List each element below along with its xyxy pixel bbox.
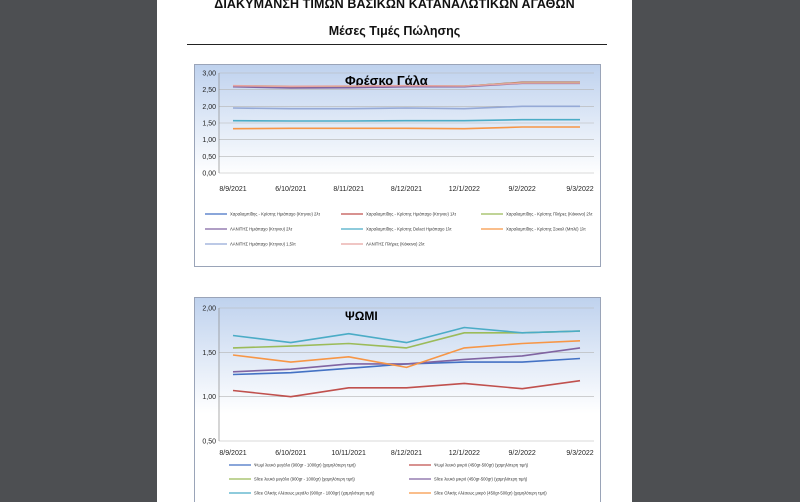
- y-tick-label: 1,50: [202, 120, 216, 128]
- chart-title: ΨΩΜΙ: [345, 309, 378, 323]
- legend-label: Χαραλαμπίδης - Κρίστης Delact Ημιάπαχο 1λτ: [366, 226, 452, 232]
- chart-title: Φρέσκο Γάλα: [345, 73, 428, 88]
- document-subtitle: Μέσες Τιμές Πώλησης: [328, 24, 461, 38]
- legend-label: Χαραλαμπίδης - Κρίστης Σοκολ (Μπλέ) 1λτ: [506, 226, 586, 232]
- legend-label: Ψωμί λευκό μικρό (450gr-500gr) (χαμηλότερη τιμή): [434, 462, 529, 468]
- legend-label: Slice Ολικής Αλέσεως μικρό (450gr-500gr) (χαμηλότερη τιμή): [434, 490, 547, 496]
- legend-label: ΛΑΝΙΤΗΣ Πλήρες (Κόκκινο) 2λτ: [366, 241, 425, 247]
- x-tick-label: 9/2/2022: [508, 186, 536, 193]
- x-tick-label: 9/3/2022: [566, 186, 594, 193]
- y-tick-label: 2,50: [202, 87, 216, 95]
- chart-svg: [195, 298, 600, 502]
- y-tick-label: 0,50: [202, 438, 216, 446]
- chart-fresh-milk: [194, 64, 601, 267]
- x-tick-label: 8/12/2021: [390, 186, 423, 193]
- legend-label: Χαραλαμπίδης - Κρίστης Ημιάπαχο (Κτηνου) 1λτ: [366, 211, 457, 217]
- y-tick-label: 0,00: [202, 170, 216, 178]
- x-tick-label: 9/3/2022: [566, 450, 594, 457]
- x-tick-label: 8/9/2021: [219, 450, 247, 457]
- x-tick-label: 9/2/2022: [508, 450, 536, 457]
- y-tick-label: 1,00: [202, 137, 216, 145]
- title-divider: [187, 44, 607, 45]
- y-tick-label: 0,50: [202, 153, 216, 161]
- legend-label: Slice Ολικής Αλέσεως μεγάλο (900gr - 1000gr) (χαμηλότερη τιμή): [254, 490, 375, 496]
- legend-label: Χαραλαμπίδης - Κρίστης Ημιάπαχο (Κτηνου) 2λτ: [230, 211, 321, 217]
- chart-background: [195, 65, 600, 266]
- x-tick-label: 8/11/2021: [333, 186, 364, 193]
- y-tick-label: 1,50: [202, 349, 216, 357]
- x-tick-label: 6/10/2021: [275, 186, 307, 193]
- legend-label: ΛΑΝΙΤΗΣ Ημιάπαχο (Κτηνου) 1,5λτ: [230, 241, 296, 247]
- chart-svg: [195, 65, 600, 266]
- y-tick-label: 1,00: [202, 394, 216, 402]
- legend-label: Χαραλαμπίδης - Κρίστης Πλήρες (Κόκκινο) 2λτ: [506, 211, 593, 217]
- chart-background: [195, 298, 600, 502]
- legend-label: ΛΑΝΙΤΗΣ Ημιάπαχο (Κτηνου) 2λτ: [230, 226, 293, 232]
- x-tick-label: 10/11/2021: [331, 450, 366, 457]
- legend-label: Slice λευκό μεγάλο (900gr - 1000gr) (χαμηλότερη τιμή): [254, 476, 355, 482]
- document-page: [157, 0, 632, 502]
- y-tick-label: 3,00: [202, 70, 216, 78]
- x-tick-label: 6/10/2021: [275, 450, 307, 457]
- chart-bread: [194, 297, 601, 502]
- x-tick-label: 12/1/2022: [448, 450, 480, 457]
- y-tick-label: 2,00: [202, 305, 216, 313]
- x-tick-label: 8/12/2021: [390, 450, 423, 457]
- x-tick-label: 12/1/2022: [448, 186, 480, 193]
- document-title: ΔΙΑΚΥΜΑΝΣΗ ΤΙΜΩΝ ΒΑΣΙΚΩΝ ΚΑΤΑΝΑΛΩΤΙΚΩΝ ΑΓΑΘΩΝ: [214, 0, 575, 11]
- legend-label: Ψωμί λευκό μεγάλο (900gr - 1000gr) (χαμηλότερη τιμή): [254, 462, 356, 468]
- legend-label: Slice λευκό μικρό (450gr-500gr) (χαμηλότερη τιμή): [434, 476, 528, 482]
- x-tick-label: 8/9/2021: [219, 186, 247, 193]
- y-tick-label: 2,00: [202, 103, 216, 111]
